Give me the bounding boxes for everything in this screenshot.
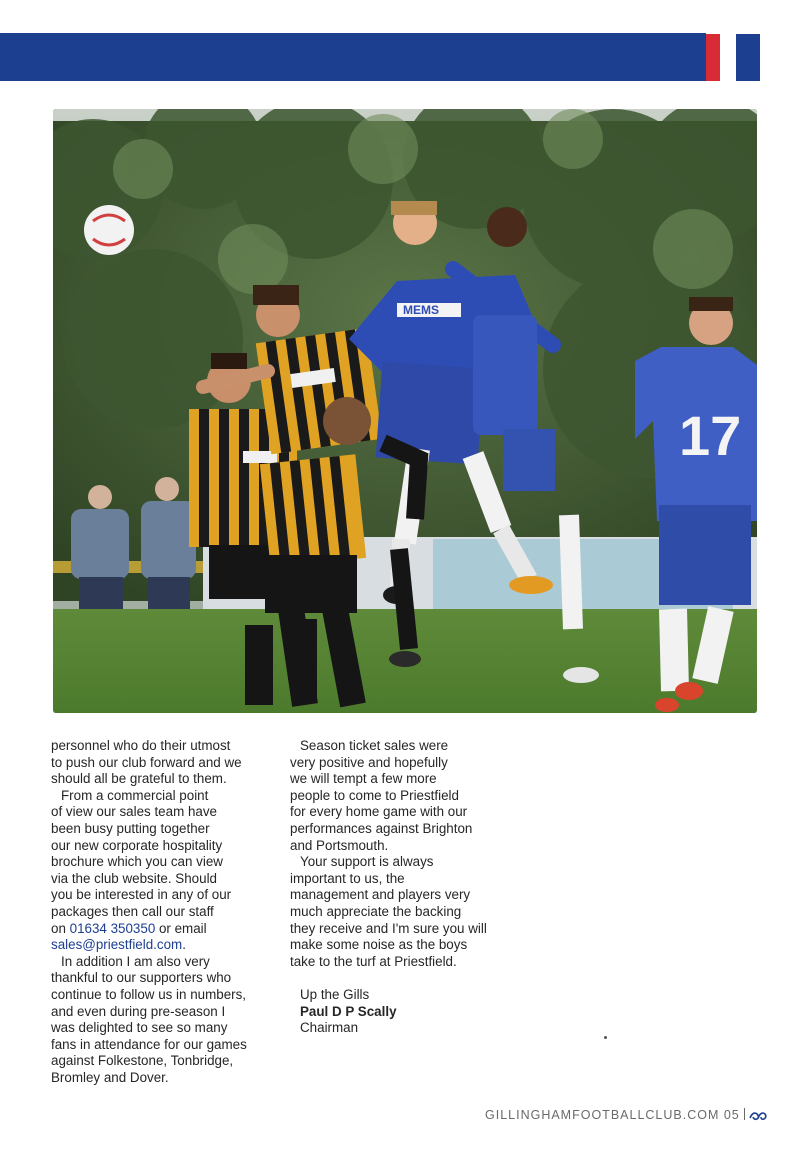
footer-page-number: 05 (723, 1108, 740, 1122)
paragraph: In addition I am also very thankful to our supporters who continue to follow us in numbers, and even during pre-season I was delighted to see so many fans in attendance for our games against Folkestone, Tonbridge, Bromley and Dover. (51, 953, 247, 1085)
header-band (0, 33, 706, 81)
signoff: Up the Gills (300, 986, 370, 1002)
header-blue-block (736, 34, 760, 81)
footer-website[interactable]: GILLINGHAMFOOTBALLCLUB.COM (485, 1108, 720, 1122)
club-logo-icon (749, 1109, 767, 1121)
article-column-left (51, 738, 283, 1086)
paragraph: personnel who do their utmost to push our club forward and we should all be grateful to them. (51, 738, 242, 787)
phone-number-link[interactable]: 01634 350350 (69, 920, 156, 936)
signature-name: Paul D P Scally (300, 1003, 397, 1019)
shirt-sponsor-text: MEMS (403, 303, 439, 317)
header-red-stripe (706, 34, 720, 81)
signature-title: Chairman (300, 1020, 359, 1036)
paragraph: Your support is always important to us, the management and players very much appreciate the backing they receive and I'm sure you will make some noise as the boys take to the turf at Priestfield. (290, 854, 487, 969)
article-column-right (290, 738, 525, 1037)
spacer (290, 970, 525, 987)
paragraph: Season ticket sales were very positive and hopefully we will tempt a few more people to come to Priestfield for every home game with our performances against Brighton and Portsmouth. (290, 738, 473, 853)
printing-speck (604, 1036, 607, 1039)
match-photo (53, 109, 757, 713)
paragraph: From a commercial point of view our sales team have been busy putting together our new corporate hospitality brochure which you can view via the club website. Should you be interested in any of our packages then call our staff on 01634 350350 or email sales@priestfield.com. (51, 787, 232, 953)
page-footer (485, 1108, 767, 1122)
email-link[interactable]: sales@priestfield.com (51, 937, 183, 953)
player-number-text: 17 (679, 404, 742, 467)
footer-divider (744, 1108, 745, 1120)
